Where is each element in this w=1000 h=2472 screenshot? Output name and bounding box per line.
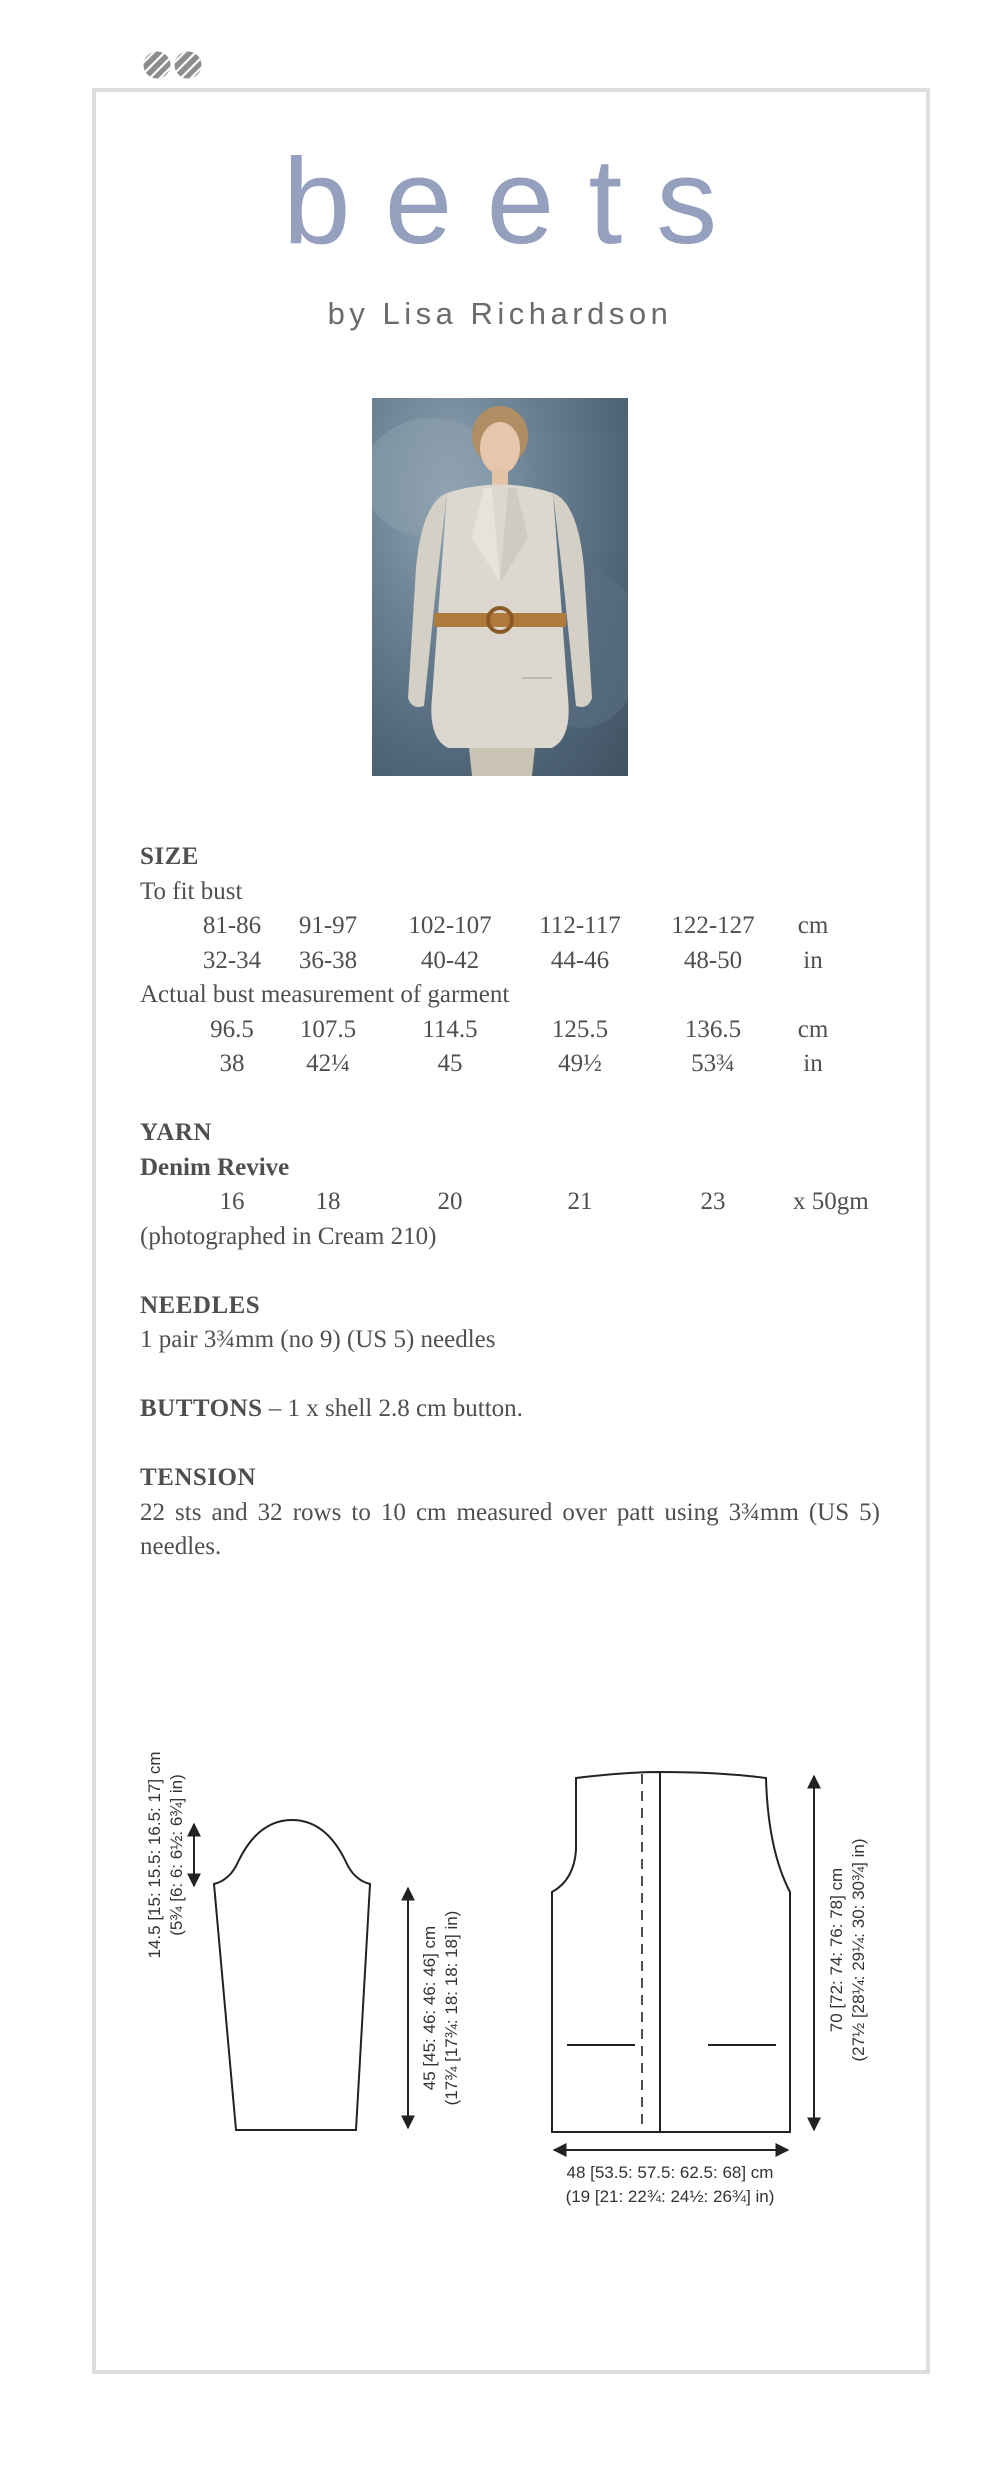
body-width-cm-label: 48 [53.5: 57.5: 62.5: 68] cm [566,2163,774,2182]
size-value: 96.5 [210,1015,254,1043]
yarn-quantity: 23 [700,1188,726,1215]
size-value: 48-50 [683,946,743,974]
size-value: 136.5 [684,1015,742,1043]
tension-text: 22 sts and 32 rows to 10 cm measured over patt using 3¾mm (US 5) needles. [140,1498,880,1560]
size-value: 45 [437,1050,463,1077]
yarn-quantity: 20 [437,1188,463,1215]
body-length-in-label: (27½ [28¼: 29¼: 30: 30¾] in) [849,1838,868,2062]
buttons-text: – 1 x shell 2.8 cm button. [262,1395,523,1422]
body-outline-right [660,1772,790,2132]
garment-schematic [130,1700,890,2220]
sleeve-length-cm-label: 45 [45: 46: 46: 46] cm [420,1925,439,2091]
size-heading: SIZE [140,843,199,870]
yarn-heading: YARN [140,1119,212,1146]
tension-heading: TENSION [140,1464,257,1491]
body-outline [552,1772,660,2132]
designer-byline: by Lisa Richardson [327,296,673,331]
size-value: 49½ [558,1050,602,1077]
size-value: 122-127 [671,912,755,939]
actual-bust-label: Actual bust measurement of garment [140,981,510,1008]
yarn-ball-logo-icon [142,50,208,80]
sleeve-length-in-label: (17¾ [17¾: 18: 18: 18] in) [442,1910,461,2106]
size-value: 32-34 [202,946,262,974]
body-width-in-label: (19 [21: 22¾: 24½: 26¾] in) [565,2187,775,2206]
model-photo [372,398,628,776]
yarn-quantity: 16 [219,1188,245,1215]
unit-label: in [803,946,823,974]
size-value: 102-107 [408,912,492,939]
fit-cm-row [140,909,880,944]
model-wearing-cardigan-image [372,398,628,776]
pattern-title: beets [282,133,752,269]
size-value: 36-38 [298,946,358,974]
fit-bust-label: To fit bust [140,877,243,905]
pattern-details [140,840,880,1565]
yarn-quantity: 18 [315,1188,341,1215]
unit-label: cm [797,912,829,939]
yarn-unit: x 50gm [793,1188,869,1215]
size-value: 81-86 [202,912,262,939]
body-length-cm-label: 70 [72: 74: 76: 78] cm [827,1867,846,2033]
sleeve-outline [214,1820,370,2130]
buttons-heading: BUTTONS [140,1395,263,1422]
size-value: 125.5 [551,1015,609,1043]
needles-text: 1 pair 3¾mm (no 9) (US 5) needles [140,1326,496,1353]
sleeve-cap-cm-label: 14.5 [15: 15.5: 16.5: 17] cm [145,1751,164,1959]
actual-in-row [140,1047,880,1082]
size-value: 44-46 [550,946,610,974]
unit-label: cm [797,1015,829,1043]
yarn-quantity-row [140,1185,880,1220]
size-value: 114.5 [422,1015,478,1043]
needles-heading: NEEDLES [140,1291,261,1319]
fit-in-row [140,944,880,979]
unit-label: in [803,1050,823,1077]
actual-cm-row [140,1013,880,1048]
yarn-name: Denim Revive [140,1153,290,1181]
size-value: 53¾ [691,1050,735,1077]
yarn-quantity: 21 [567,1188,593,1215]
size-value: 107.5 [299,1015,357,1043]
sleeve-cap-in-label: (5¾ [6: 6: 6½: 6¾] in) [167,1774,186,1936]
buttons-line [140,1392,880,1427]
size-value: 38 [219,1050,245,1077]
size-value: 42¼ [306,1050,350,1077]
yarn-note: (photographed in Cream 210) [140,1222,437,1250]
size-value: 40-42 [420,946,480,974]
size-value: 112-117 [539,912,621,939]
size-value: 91-97 [298,912,358,939]
